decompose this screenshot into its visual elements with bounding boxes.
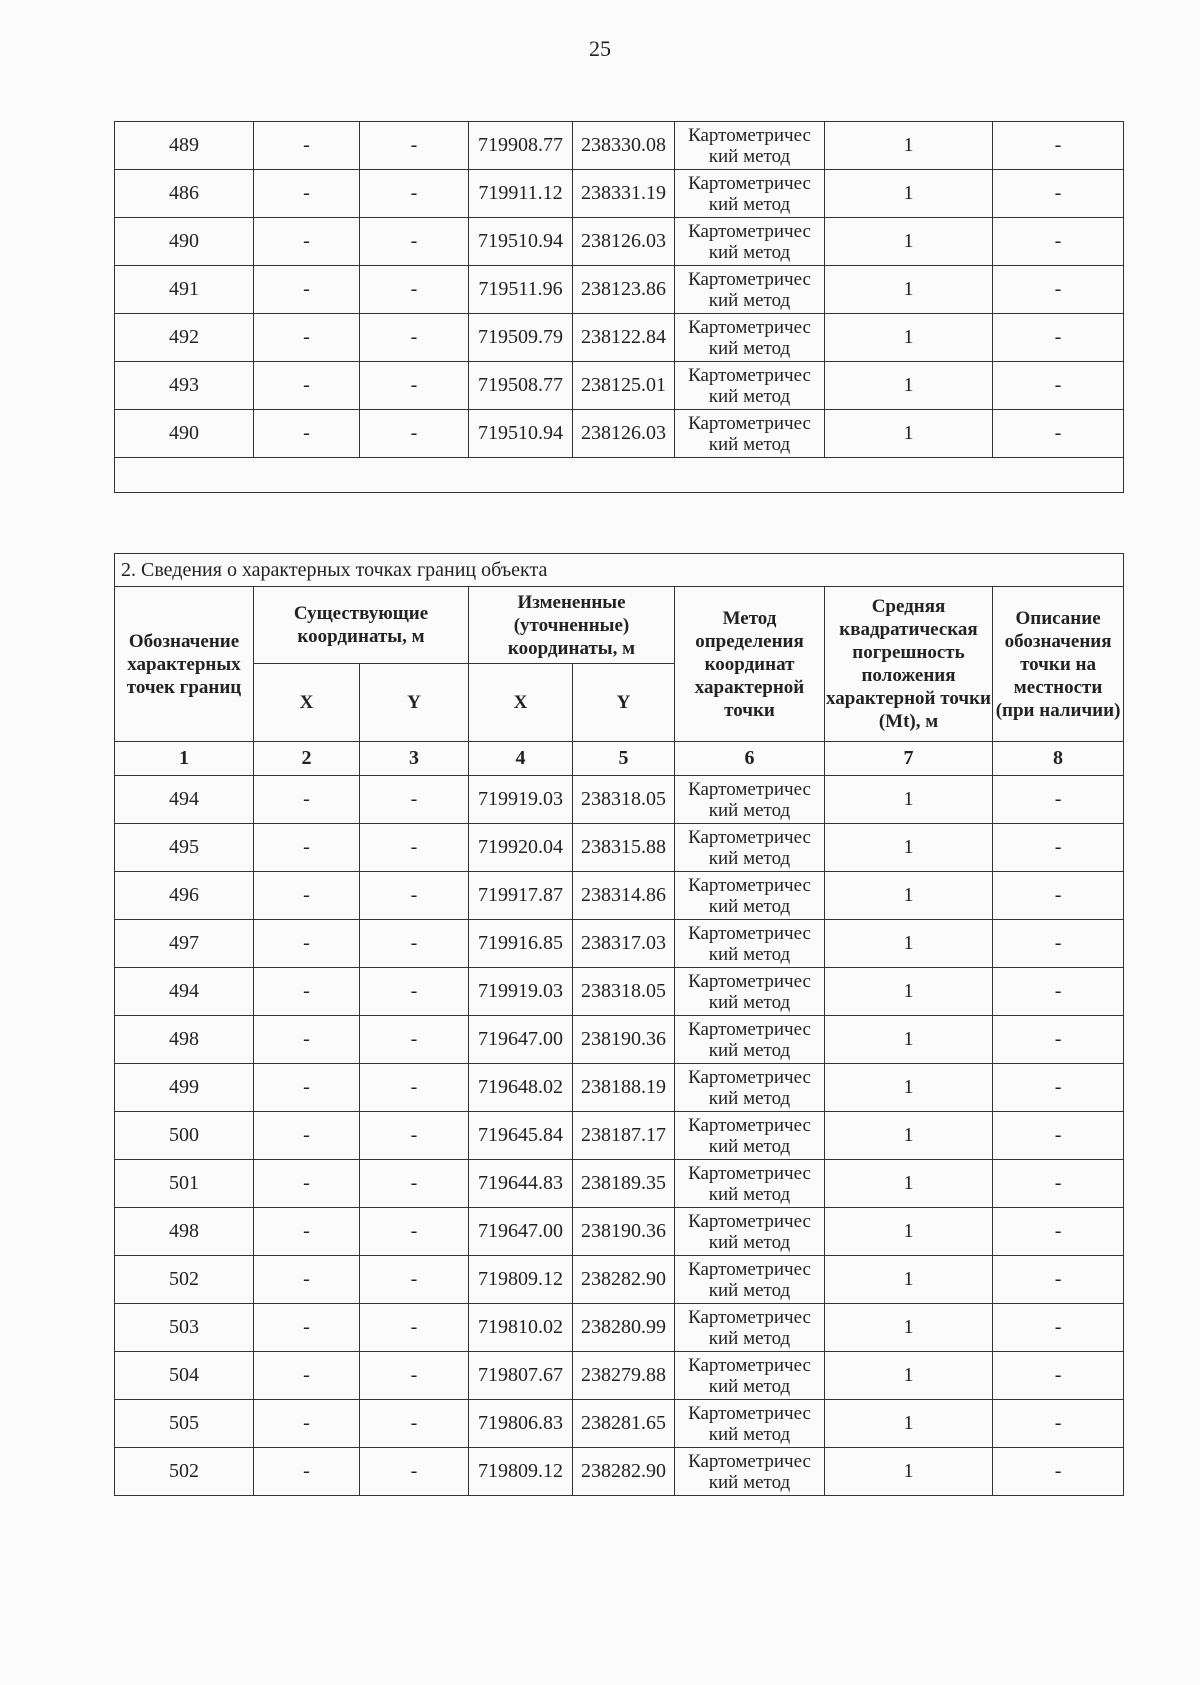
description-cell: - [993,218,1124,266]
point-id-cell: 491 [115,266,254,314]
coordinates-table-continued [114,121,1124,493]
point-id-cell: 503 [115,1304,254,1352]
error-cell: 1 [825,920,993,968]
existing-x-cell: - [254,1256,360,1304]
table-row [115,266,1124,314]
method-cell: Картометричес кий метод [675,1304,825,1352]
header-changed-x: X [469,664,573,742]
error-cell: 1 [825,1256,993,1304]
method-cell: Картометричес кий метод [675,920,825,968]
point-id-cell: 502 [115,1256,254,1304]
header-changed-y: Y [573,664,675,742]
method-cell: Картометричес кий метод [675,1400,825,1448]
table-row [115,1160,1124,1208]
existing-x-cell: - [254,362,360,410]
existing-y-cell: - [360,1448,469,1496]
point-id-cell: 500 [115,1112,254,1160]
method-cell: Картометричес кий метод [675,1208,825,1256]
method-cell: Картометричес кий метод [675,218,825,266]
description-cell: - [993,122,1124,170]
header-method: Метод определения координат характерной точки [675,587,825,742]
changed-x-cell: 719911.12 [469,170,573,218]
error-cell: 1 [825,410,993,458]
point-id-cell: 490 [115,218,254,266]
empty-cell [115,458,1124,493]
method-cell: Картометричес кий метод [675,362,825,410]
point-id-cell: 498 [115,1208,254,1256]
changed-y-cell: 238189.35 [573,1160,675,1208]
existing-y-cell: - [360,1208,469,1256]
existing-y-cell: - [360,1256,469,1304]
description-cell: - [993,1448,1124,1496]
existing-y-cell: - [360,1064,469,1112]
header-changed-coordinates: Измененные (уточненные) координаты, м [469,587,675,664]
column-number: 5 [573,742,675,776]
changed-y-cell: 238279.88 [573,1352,675,1400]
column-number: 6 [675,742,825,776]
changed-x-cell: 719647.00 [469,1016,573,1064]
description-cell: - [993,1352,1124,1400]
existing-x-cell: - [254,1064,360,1112]
error-cell: 1 [825,824,993,872]
error-cell: 1 [825,362,993,410]
existing-y-cell: - [360,1112,469,1160]
changed-x-cell: 719908.77 [469,122,573,170]
table-row [115,410,1124,458]
point-id-cell: 490 [115,410,254,458]
existing-y-cell: - [360,1160,469,1208]
changed-x-cell: 719807.67 [469,1352,573,1400]
description-cell: - [993,1256,1124,1304]
existing-x-cell: - [254,1112,360,1160]
point-id-cell: 486 [115,170,254,218]
existing-x-cell: - [254,1208,360,1256]
error-cell: 1 [825,266,993,314]
changed-y-cell: 238330.08 [573,122,675,170]
method-cell: Картометричес кий метод [675,1016,825,1064]
column-number: 7 [825,742,993,776]
description-cell: - [993,1208,1124,1256]
error-cell: 1 [825,1112,993,1160]
point-id-cell: 492 [115,314,254,362]
description-cell: - [993,824,1124,872]
table-row [115,776,1124,824]
error-cell: 1 [825,1448,993,1496]
point-id-cell: 494 [115,968,254,1016]
existing-y-cell: - [360,314,469,362]
table-row [115,1448,1124,1496]
method-cell: Картометричес кий метод [675,266,825,314]
table-row [115,1400,1124,1448]
changed-x-cell: 719647.00 [469,1208,573,1256]
changed-y-cell: 238125.01 [573,362,675,410]
changed-y-cell: 238282.90 [573,1256,675,1304]
description-cell: - [993,1064,1124,1112]
description-cell: - [993,362,1124,410]
existing-x-cell: - [254,776,360,824]
method-cell: Картометричес кий метод [675,1448,825,1496]
existing-y-cell: - [360,1352,469,1400]
existing-x-cell: - [254,170,360,218]
error-cell: 1 [825,170,993,218]
method-cell: Картометричес кий метод [675,968,825,1016]
table-caption: 2. Сведения о характерных точках границ объекта [115,554,1124,587]
existing-x-cell: - [254,872,360,920]
column-number: 8 [993,742,1124,776]
point-id-cell: 499 [115,1064,254,1112]
table1-body [115,122,1124,458]
description-cell: - [993,266,1124,314]
method-cell: Картометричес кий метод [675,1352,825,1400]
method-cell: Картометричес кий метод [675,1256,825,1304]
point-id-cell: 498 [115,1016,254,1064]
description-cell: - [993,170,1124,218]
column-numbers-row [115,742,1124,776]
existing-x-cell: - [254,410,360,458]
boundary-points-table [114,553,1124,1496]
changed-y-cell: 238126.03 [573,218,675,266]
table-row [115,1016,1124,1064]
table-row [115,920,1124,968]
existing-y-cell: - [360,968,469,1016]
existing-x-cell: - [254,218,360,266]
existing-x-cell: - [254,968,360,1016]
changed-x-cell: 719806.83 [469,1400,573,1448]
changed-y-cell: 238123.86 [573,266,675,314]
existing-y-cell: - [360,362,469,410]
header-designation: Обозначение характерных точек границ [115,587,254,742]
point-id-cell: 501 [115,1160,254,1208]
method-cell: Картометричес кий метод [675,1160,825,1208]
point-id-cell: 494 [115,776,254,824]
existing-x-cell: - [254,122,360,170]
changed-y-cell: 238318.05 [573,968,675,1016]
existing-y-cell: - [360,266,469,314]
changed-y-cell: 238315.88 [573,824,675,872]
changed-y-cell: 238317.03 [573,920,675,968]
table-row [115,314,1124,362]
table-row [115,1112,1124,1160]
point-id-cell: 505 [115,1400,254,1448]
existing-x-cell: - [254,1304,360,1352]
point-id-cell: 504 [115,1352,254,1400]
description-cell: - [993,1112,1124,1160]
existing-x-cell: - [254,824,360,872]
changed-y-cell: 238282.90 [573,1448,675,1496]
error-cell: 1 [825,1352,993,1400]
error-cell: 1 [825,776,993,824]
existing-x-cell: - [254,1400,360,1448]
changed-y-cell: 238280.99 [573,1304,675,1352]
existing-x-cell: - [254,1448,360,1496]
method-cell: Картометричес кий метод [675,824,825,872]
existing-y-cell: - [360,824,469,872]
header-existing-y: Y [360,664,469,742]
existing-y-cell: - [360,872,469,920]
description-cell: - [993,776,1124,824]
page-number: 25 [589,36,611,61]
changed-y-cell: 238188.19 [573,1064,675,1112]
column-number: 3 [360,742,469,776]
changed-x-cell: 719917.87 [469,872,573,920]
changed-x-cell: 719809.12 [469,1256,573,1304]
existing-x-cell: - [254,266,360,314]
changed-y-cell: 238126.03 [573,410,675,458]
error-cell: 1 [825,122,993,170]
description-cell: - [993,1400,1124,1448]
method-cell: Картометричес кий метод [675,410,825,458]
existing-y-cell: - [360,170,469,218]
changed-y-cell: 238281.65 [573,1400,675,1448]
point-id-cell: 496 [115,872,254,920]
changed-x-cell: 719645.84 [469,1112,573,1160]
header-existing-x: X [254,664,360,742]
changed-x-cell: 719508.77 [469,362,573,410]
method-cell: Картометричес кий метод [675,872,825,920]
existing-x-cell: - [254,920,360,968]
table-row [115,1064,1124,1112]
changed-y-cell: 238331.19 [573,170,675,218]
header-description: Описание обозначения точки на местности (при наличии) [993,587,1124,742]
error-cell: 1 [825,1160,993,1208]
column-number: 2 [254,742,360,776]
table-row [115,968,1124,1016]
existing-y-cell: - [360,1016,469,1064]
changed-x-cell: 719510.94 [469,218,573,266]
error-cell: 1 [825,1400,993,1448]
table-row [115,1304,1124,1352]
error-cell: 1 [825,1304,993,1352]
table1-empty-row [115,458,1124,493]
existing-y-cell: - [360,1304,469,1352]
changed-y-cell: 238314.86 [573,872,675,920]
description-cell: - [993,1016,1124,1064]
description-cell: - [993,872,1124,920]
existing-y-cell: - [360,410,469,458]
point-id-cell: 497 [115,920,254,968]
description-cell: - [993,410,1124,458]
error-cell: 1 [825,968,993,1016]
existing-y-cell: - [360,122,469,170]
table-row [115,824,1124,872]
column-number: 4 [469,742,573,776]
changed-x-cell: 719648.02 [469,1064,573,1112]
changed-x-cell: 719920.04 [469,824,573,872]
table-row [115,122,1124,170]
changed-x-cell: 719510.94 [469,410,573,458]
table-row [115,1208,1124,1256]
changed-y-cell: 238187.17 [573,1112,675,1160]
table-row [115,218,1124,266]
method-cell: Картометричес кий метод [675,122,825,170]
description-cell: - [993,920,1124,968]
changed-y-cell: 238190.36 [573,1208,675,1256]
existing-x-cell: - [254,1160,360,1208]
changed-y-cell: 238190.36 [573,1016,675,1064]
description-cell: - [993,314,1124,362]
method-cell: Картометричес кий метод [675,776,825,824]
description-cell: - [993,1160,1124,1208]
table-row [115,1352,1124,1400]
header-existing-coordinates: Существующие координаты, м [254,587,469,664]
table-caption-row [115,554,1124,587]
changed-x-cell: 719919.03 [469,776,573,824]
description-cell: - [993,1304,1124,1352]
point-id-cell: 489 [115,122,254,170]
method-cell: Картометричес кий метод [675,1112,825,1160]
point-id-cell: 502 [115,1448,254,1496]
column-number: 1 [115,742,254,776]
point-id-cell: 495 [115,824,254,872]
changed-x-cell: 719916.85 [469,920,573,968]
table-row [115,170,1124,218]
error-cell: 1 [825,1208,993,1256]
existing-y-cell: - [360,218,469,266]
header-mean-square-error: Средняя квадратическая погрешность положения характерной точки (Mt), м [825,587,993,742]
existing-y-cell: - [360,1400,469,1448]
error-cell: 1 [825,1016,993,1064]
changed-y-cell: 238318.05 [573,776,675,824]
changed-x-cell: 719809.12 [469,1448,573,1496]
table-row [115,872,1124,920]
changed-x-cell: 719509.79 [469,314,573,362]
existing-y-cell: - [360,920,469,968]
method-cell: Картометричес кий метод [675,1064,825,1112]
method-cell: Картометричес кий метод [675,314,825,362]
error-cell: 1 [825,314,993,362]
error-cell: 1 [825,218,993,266]
table-row [115,362,1124,410]
table2-body [115,776,1124,1496]
changed-y-cell: 238122.84 [573,314,675,362]
changed-x-cell: 719644.83 [469,1160,573,1208]
existing-x-cell: - [254,1352,360,1400]
point-id-cell: 493 [115,362,254,410]
table-row [115,1256,1124,1304]
header-row-1 [115,587,1124,664]
description-cell: - [993,968,1124,1016]
changed-x-cell: 719919.03 [469,968,573,1016]
existing-x-cell: - [254,314,360,362]
error-cell: 1 [825,1064,993,1112]
existing-x-cell: - [254,1016,360,1064]
existing-y-cell: - [360,776,469,824]
method-cell: Картометричес кий метод [675,170,825,218]
error-cell: 1 [825,872,993,920]
changed-x-cell: 719511.96 [469,266,573,314]
changed-x-cell: 719810.02 [469,1304,573,1352]
